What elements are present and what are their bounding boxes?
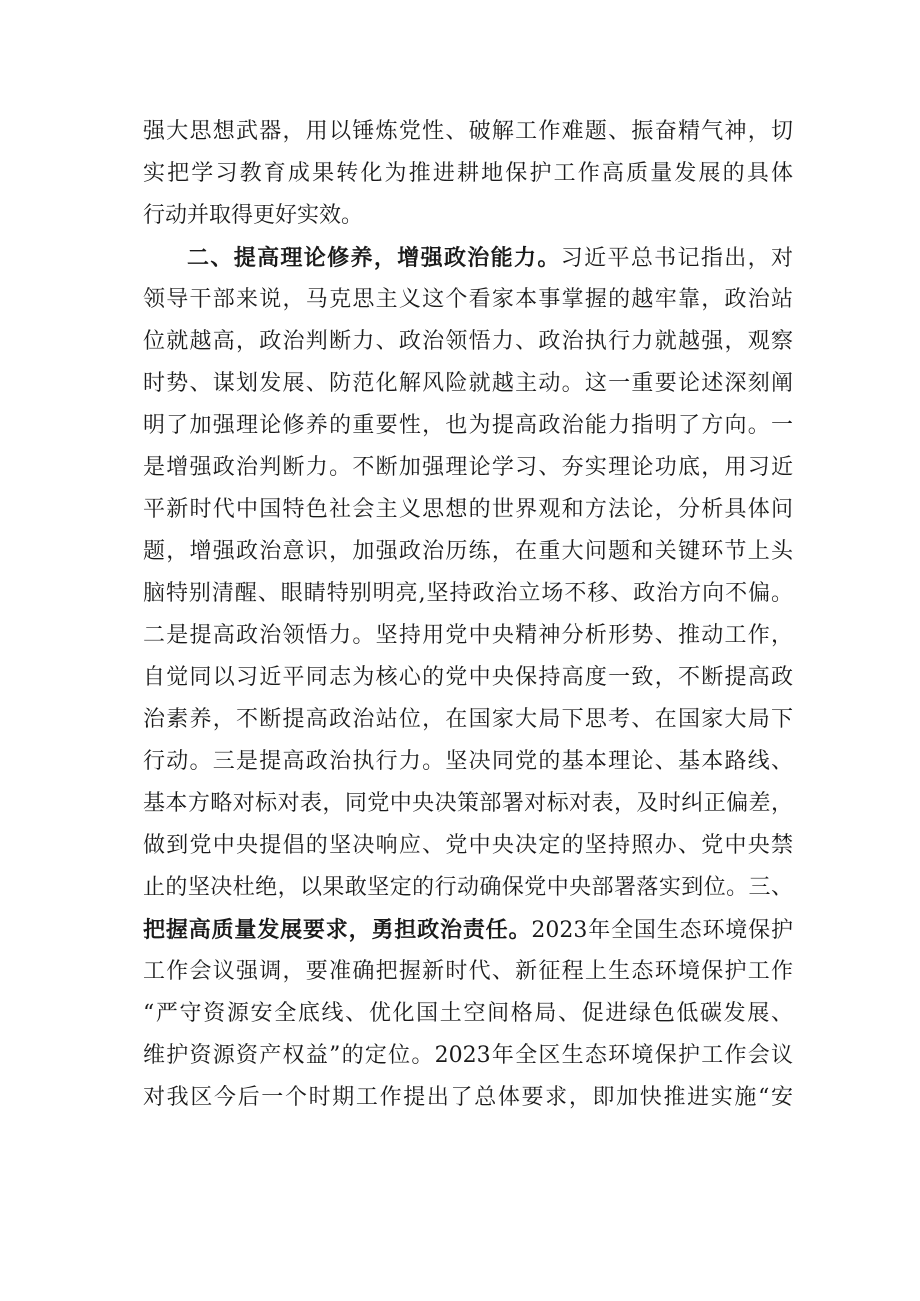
line-text: 实把学习教育成果转化为推进耕地保护工作高质量发展的具体 (143, 161, 793, 186)
text-line (143, 365, 793, 403)
text-line (143, 701, 793, 739)
text-line (143, 785, 793, 823)
line-text: 2023年全国生态环境保护 (531, 918, 793, 943)
section-three-line (143, 911, 793, 949)
line-text: 对我区今后一个时期工作提出了总体要求，即加快推进实施“安 (143, 1085, 793, 1110)
line-text: 工作会议强调，要准确把握新时代、新征程上生态环境保护工作 (143, 959, 793, 984)
line-text: 基本方略对标对表，同党中央决策部署对标对表，及时纠正偏差， (143, 791, 793, 816)
text-line (143, 113, 793, 151)
line-text: 领导干部来说，马克思主义这个看家本事掌握的越牢靠，政治站 (143, 287, 793, 312)
text-line (143, 407, 793, 445)
line-text: 做到党中央提倡的坚决响应、党中央决定的坚持照办、党中央禁 (143, 833, 793, 858)
section-two-heading: 二、提高理论修养，增强政治能力。 (187, 245, 561, 271)
text-line (143, 995, 793, 1033)
text-line (143, 491, 793, 529)
text-line (143, 1079, 793, 1117)
line-text: 是增强政治判断力。不断加强理论学习、夯实理论功底，用习近 (143, 455, 793, 480)
text-line (143, 659, 793, 697)
line-text: “严守资源安全底线、优化国土空间格局、促进绿色低碳发展、 (143, 1001, 793, 1026)
text-line (143, 869, 793, 907)
text-line (143, 1037, 793, 1075)
line-text: 止的坚决杜绝，以果敢坚定的行动确保党中央部署落实到位。三、 (143, 875, 793, 900)
text-line (143, 617, 793, 655)
line-text: 治素养，不断提高政治站位，在国家大局下思考、在国家大局下 (143, 707, 793, 732)
line-text: 行动并取得更好实效。 (143, 203, 364, 228)
line-text: 习近平总书记指出，对 (560, 246, 793, 271)
line-text: 二是提高政治领悟力。坚持用党中央精神分析形势、推动工作， (143, 623, 793, 648)
line-text: 自觉同以习近平同志为核心的党中央保持高度一致，不断提高政 (143, 665, 793, 690)
text-line (143, 575, 793, 613)
text-line (143, 197, 793, 235)
text-line (143, 827, 793, 865)
line-text: 平新时代中国特色社会主义思想的世界观和方法论，分析具体问 (143, 497, 793, 522)
line-text: 维护资源资产权益”的定位。2023年全区生态环境保护工作会议 (143, 1043, 793, 1068)
line-text: 脑特别清醒、眼睛特别明亮,坚持政治立场不移、政治方向不偏。 (143, 581, 793, 606)
line-text: 明了加强理论修养的重要性，也为提高政治能力指明了方向。一 (143, 413, 793, 438)
line-text: 时势、谋划发展、防范化解风险就越主动。这一重要论述深刻阐 (143, 371, 793, 396)
line-text: 位就越高，政治判断力、政治领悟力、政治执行力就越强，观察 (143, 329, 793, 354)
text-line (143, 953, 793, 991)
text-line (143, 323, 793, 361)
section-two-line (187, 239, 793, 277)
text-line (143, 281, 793, 319)
line-text: 强大思想武器，用以锤炼党性、破解工作难题、振奋精气神，切 (143, 119, 793, 144)
section-three-heading: 把握高质量发展要求，勇担政治责任。 (143, 917, 532, 943)
text-line (143, 533, 793, 571)
line-text: 行动。三是提高政治执行力。坚决同党的基本理论、基本路线、 (143, 749, 793, 774)
text-line (143, 155, 793, 193)
text-line (143, 743, 793, 781)
text-line (143, 449, 793, 487)
line-text: 题，增强政治意识，加强政治历练，在重大问题和关键环节上头 (143, 539, 793, 564)
